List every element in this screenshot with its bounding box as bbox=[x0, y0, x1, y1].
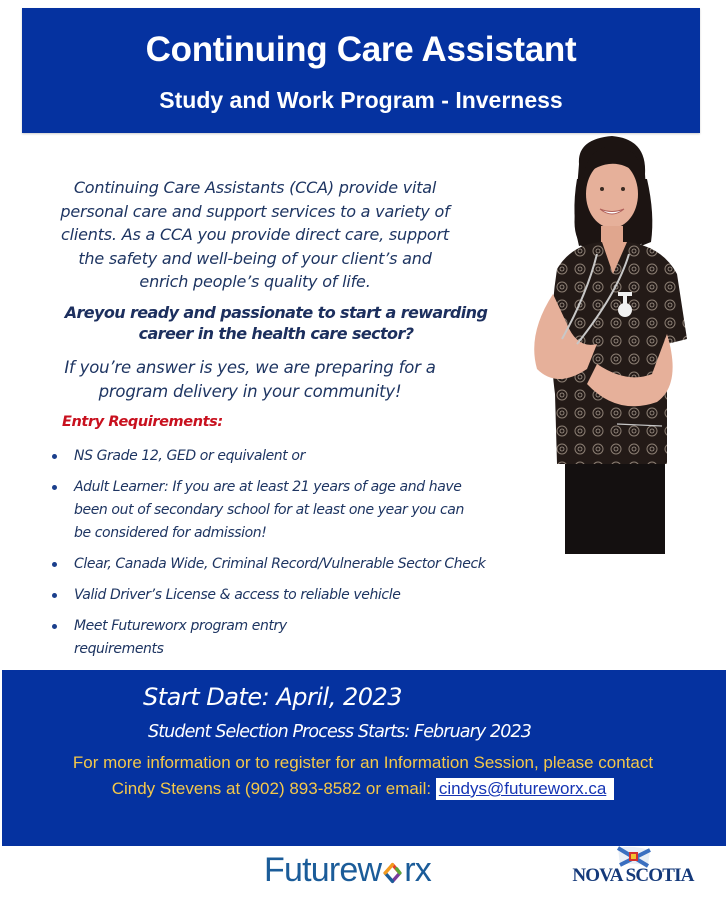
intro-line: Continuing Care Assistants (CCA) provide vital bbox=[73, 178, 437, 197]
requirement-item: Meet Futureworx program entry requirements bbox=[0, 615, 540, 661]
futureworx-logo-text: Futurew bbox=[264, 851, 382, 889]
email-link[interactable]: cindys@futureworx.ca bbox=[436, 778, 615, 800]
question-line: career in the health care sector? bbox=[138, 324, 414, 343]
intro-line: the safety and well-being of your client’s and bbox=[78, 248, 432, 268]
answer-line: If you’re answer is yes, we are preparing for a bbox=[64, 358, 436, 377]
futureworx-logo-text: rx bbox=[404, 851, 431, 889]
requirements-heading: Entry Requirements: bbox=[62, 414, 223, 430]
bullet-icon bbox=[52, 593, 57, 598]
bullet-icon bbox=[52, 624, 57, 629]
selection-process-date: Student Selection Process Starts: February 2023 bbox=[148, 722, 531, 742]
start-date: Start Date: April, 2023 bbox=[143, 683, 403, 711]
futureworx-logo bbox=[264, 851, 431, 889]
requirement-item: Valid Driver’s License & access to reliable vehicle bbox=[0, 584, 540, 607]
nova-scotia-logo bbox=[570, 846, 695, 890]
page-title: Continuing Care Assistant bbox=[145, 30, 577, 69]
intro-line: enrich people’s quality of life. bbox=[139, 272, 371, 291]
nova-scotia-wordmark: NOVA SCOTIA bbox=[572, 865, 694, 886]
requirement-item: NS Grade 12, GED or equivalent or bbox=[0, 445, 540, 468]
call-to-action-question bbox=[40, 302, 512, 344]
intro-line: clients. As a CCA you provide direct care, support bbox=[61, 225, 449, 244]
contact-info-line bbox=[0, 776, 726, 802]
bullet-icon bbox=[52, 485, 57, 490]
contact-phone-text: Cindy Stevens at (902) 893-8582 or email: bbox=[111, 779, 436, 798]
requirements-list bbox=[0, 445, 540, 669]
page-subtitle: Study and Work Program - Inverness bbox=[159, 87, 563, 113]
requirement-item: Adult Learner: If you are at least 21 years of age and have been out of secondary school for at least one year you can be considered for admission! bbox=[0, 476, 540, 545]
bullet-icon bbox=[52, 454, 57, 459]
cca-photo bbox=[517, 134, 712, 554]
intro-paragraph bbox=[30, 176, 480, 294]
answer-line: program delivery in your community! bbox=[98, 382, 402, 401]
answer-paragraph bbox=[40, 356, 460, 404]
bullet-icon bbox=[52, 562, 57, 567]
intro-line: personal care and support services to a variety of bbox=[60, 201, 450, 221]
requirement-item: Clear, Canada Wide, Criminal Record/Vulnerable Sector Check bbox=[0, 553, 540, 576]
contact-info-line: For more information or to register for an Information Session, please contact bbox=[72, 753, 654, 772]
diamond-logo-icon bbox=[382, 860, 403, 886]
header-banner bbox=[22, 8, 700, 133]
question-line: Areyou ready and passionate to start a rewarding bbox=[64, 303, 488, 322]
